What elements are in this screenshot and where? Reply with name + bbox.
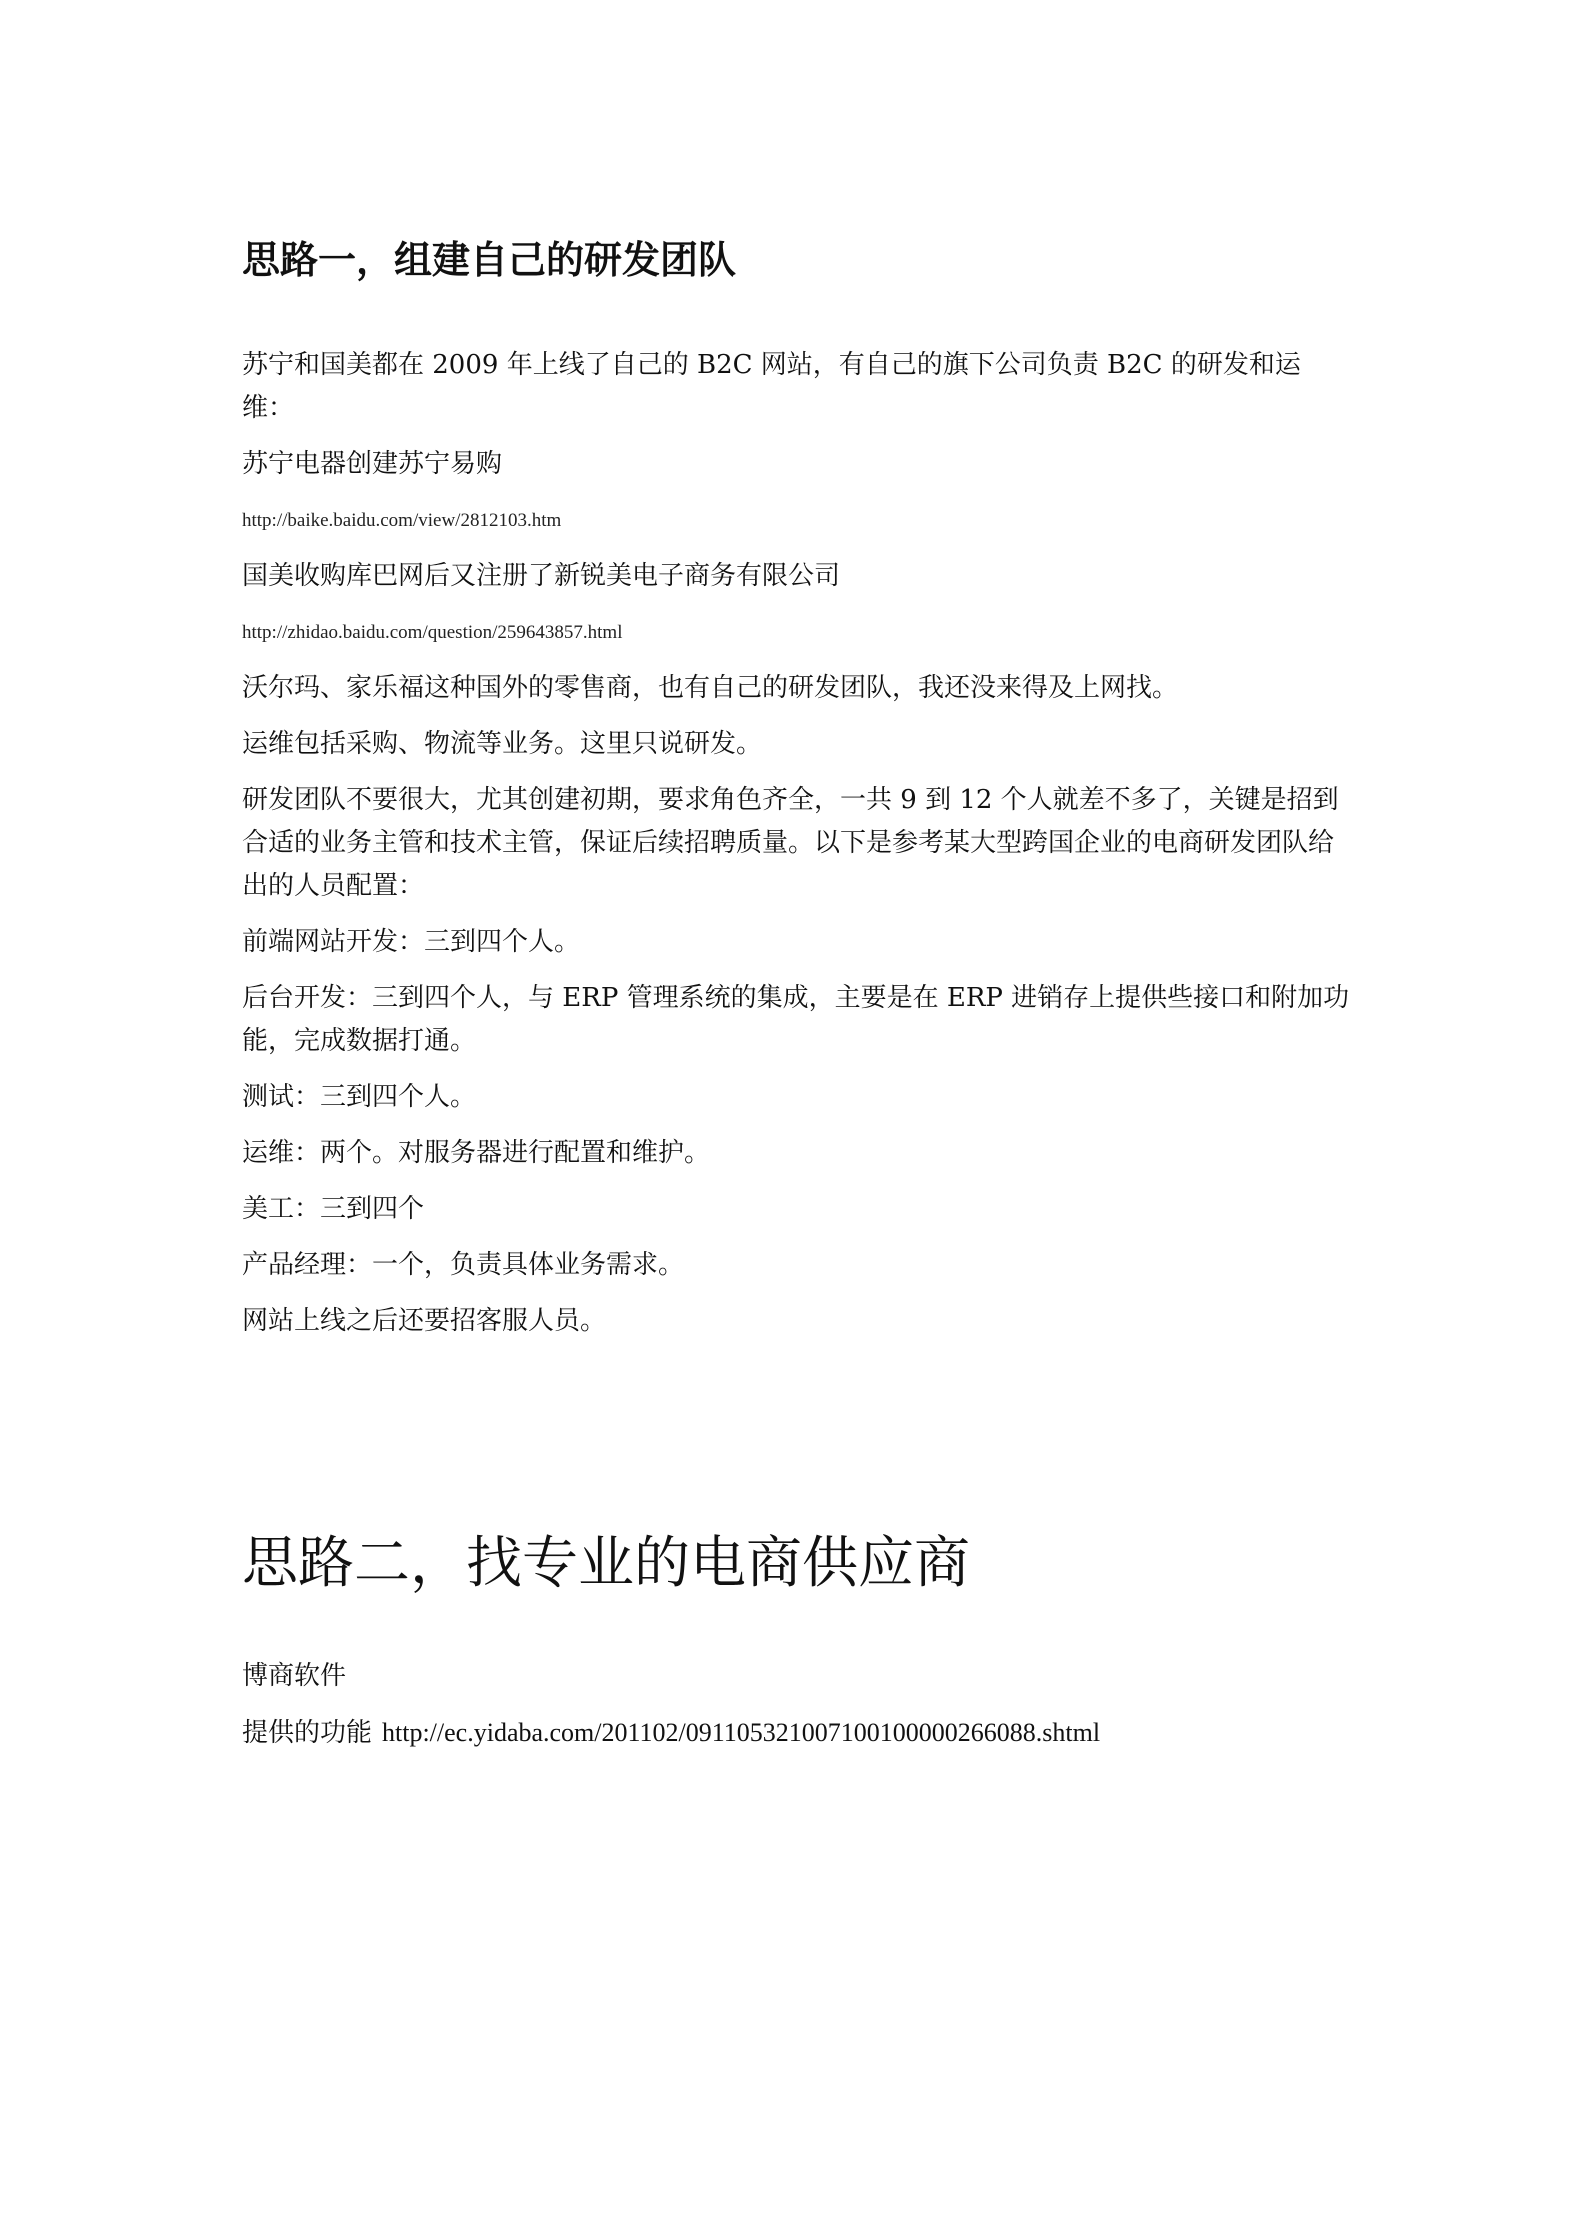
features-link[interactable]: http://ec.yidaba.com/201102/091105321007100100000266088.shtml bbox=[382, 1718, 1101, 1748]
vendor-name: 博商软件 bbox=[242, 1661, 347, 1692]
section-one bbox=[242, 238, 1352, 1356]
staff-testing: 测试：三到四个人。 bbox=[242, 1081, 477, 1112]
staff-frontend: 前端网站开发：三到四个人。 bbox=[242, 926, 581, 957]
staff-design: 美工：三到四个 bbox=[242, 1193, 425, 1224]
staff-customer-service: 网站上线之后还要招客服人员。 bbox=[242, 1305, 607, 1336]
section-one-heading: 思路一，组建自己的研发团队 bbox=[242, 238, 737, 282]
paragraph-gome: 国美收购库巴网后又注册了新锐美电子商务有限公司 bbox=[242, 560, 841, 591]
section-two-heading: 思路二，找专业的电商供应商 bbox=[242, 1531, 970, 1596]
link-gome[interactable]: http://zhidao.baidu.com/question/259643857.html bbox=[242, 621, 623, 643]
staff-backend: 后台开发：三到四个人，与 ERP 管理系统的集成，主要是在 ERP 进销存上提供些接口和附加功能，完成数据打通。 bbox=[242, 982, 1350, 1056]
paragraph-foreign-retailers: 沃尔玛、家乐福这种国外的零售商，也有自己的研发团队，我还没来得及上网找。 bbox=[242, 672, 1179, 703]
section-two bbox=[242, 1530, 1352, 1768]
features-label: 提供的功能 bbox=[242, 1718, 373, 1749]
features-line bbox=[242, 1711, 1352, 1755]
link-suning[interactable]: http://baike.baidu.com/view/2812103.htm bbox=[242, 509, 562, 531]
staff-product-manager: 产品经理：一个，负责具体业务需求。 bbox=[242, 1249, 685, 1280]
paragraph-intro: 苏宁和国美都在 2009 年上线了自己的 B2C 网站，有自己的旗下公司负责 B2C 的研发和运维： bbox=[242, 349, 1301, 423]
paragraph-team-size: 研发团队不要很大，尤其创建初期，要求角色齐全，一共 9 到 12 个人就差不多了，关键是招到合适的业务主管和技术主管，保证后续招聘质量。以下是参考某大型跨国企业的电商研发团队给出的人员配置： bbox=[242, 784, 1339, 901]
paragraph-operations: 运维包括采购、物流等业务。这里只说研发。 bbox=[242, 728, 763, 759]
paragraph-suning: 苏宁电器创建苏宁易购 bbox=[242, 448, 503, 479]
staff-operations: 运维：两个。对服务器进行配置和维护。 bbox=[242, 1137, 711, 1168]
